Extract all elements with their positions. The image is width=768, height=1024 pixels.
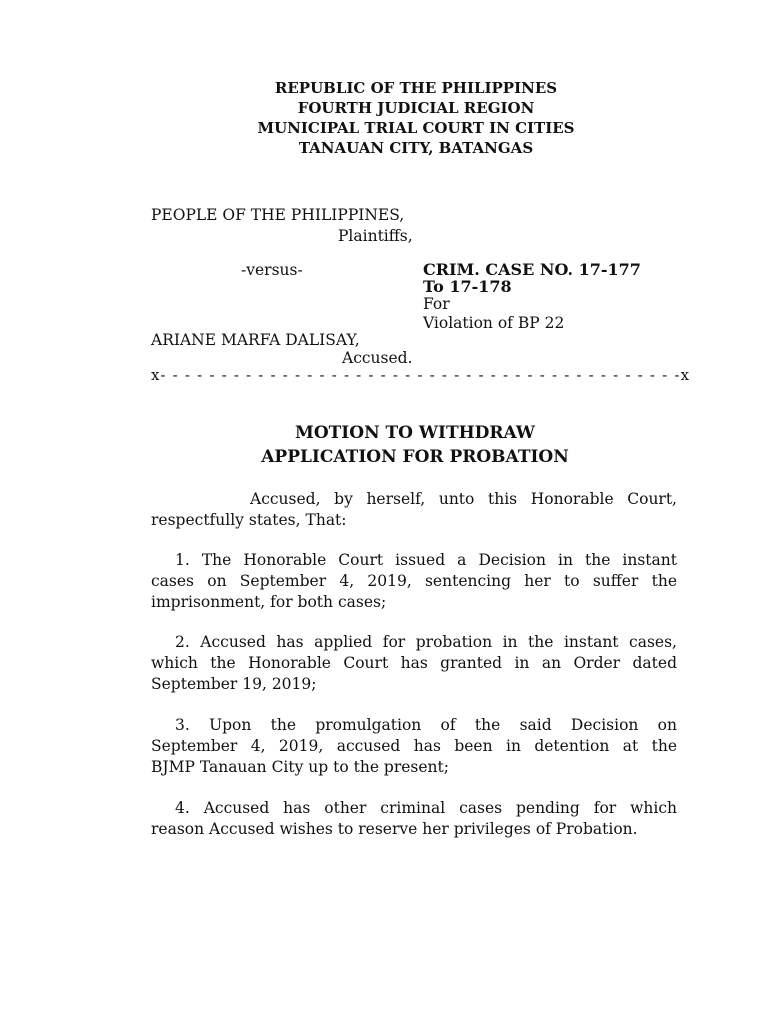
plaintiff-name: PEOPLE OF THE PHILIPPINES,: [151, 206, 405, 224]
accused-name: ARIANE MARFA DALISAY,: [151, 331, 360, 349]
p1-line1: 1. The Honorable Court issued a Decision in the instant: [175, 551, 677, 569]
p3-line3: BJMP Tanauan City up to the present;: [151, 758, 449, 776]
plaintiff-role: Plaintiffs,: [338, 227, 413, 245]
paragraph-3: [151, 715, 677, 778]
header-court: MUNICIPAL TRIAL COURT IN CITIES: [257, 119, 575, 137]
p3-line2: September 4, 2019, accused has been in detention at the: [151, 737, 677, 755]
p2-line1: 2. Accused has applied for probation in the instant cases,: [175, 633, 677, 651]
p3-line1: 3. Upon the promulgation of the said Decision on: [175, 716, 677, 734]
case-number-line1: CRIM. CASE NO. 17-177: [423, 260, 641, 279]
intro-paragraph: [151, 489, 677, 531]
p2-line3: September 19, 2019;: [151, 675, 317, 693]
p4-line1: 4. Accused has other criminal cases pending for which: [175, 799, 677, 817]
motion-title-line1: MOTION TO WITHDRAW: [295, 423, 535, 443]
paragraph-2: [151, 632, 677, 695]
caption-divider: x- - - - - - - - - - - - - - - - - - - - - - - - - - - - - - - - - - - - - - - - - - -x: [151, 366, 691, 384]
paragraph-4: [151, 798, 677, 840]
court-header: [0, 78, 768, 158]
for-label: For: [423, 295, 450, 313]
versus-label: -versus-: [241, 261, 303, 279]
intro-line1: Accused, by herself, unto this Honorable Court,: [250, 490, 677, 508]
motion-title: [0, 421, 768, 469]
header-city: TANAUAN CITY, BATANGAS: [298, 139, 534, 157]
motion-title-line2: APPLICATION FOR PROBATION: [261, 447, 569, 467]
accused-role: Accused.: [342, 349, 413, 367]
intro-line2: respectfully states, That:: [151, 511, 347, 529]
paragraph-1: [151, 550, 677, 613]
violation-label: Violation of BP 22: [423, 314, 565, 332]
case-number-line2: To 17-178: [423, 277, 512, 296]
p4-line2: reason Accused wishes to reserve her privileges of Probation.: [151, 820, 638, 838]
p1-line3: imprisonment, for both cases;: [151, 593, 387, 611]
p2-line2: which the Honorable Court has granted in an Order dated: [151, 654, 677, 672]
p1-line2: cases on September 4, 2019, sentencing her to suffer the: [151, 572, 677, 590]
header-region: FOURTH JUDICIAL REGION: [297, 99, 535, 117]
header-republic: REPUBLIC OF THE PHILIPPINES: [274, 79, 558, 97]
